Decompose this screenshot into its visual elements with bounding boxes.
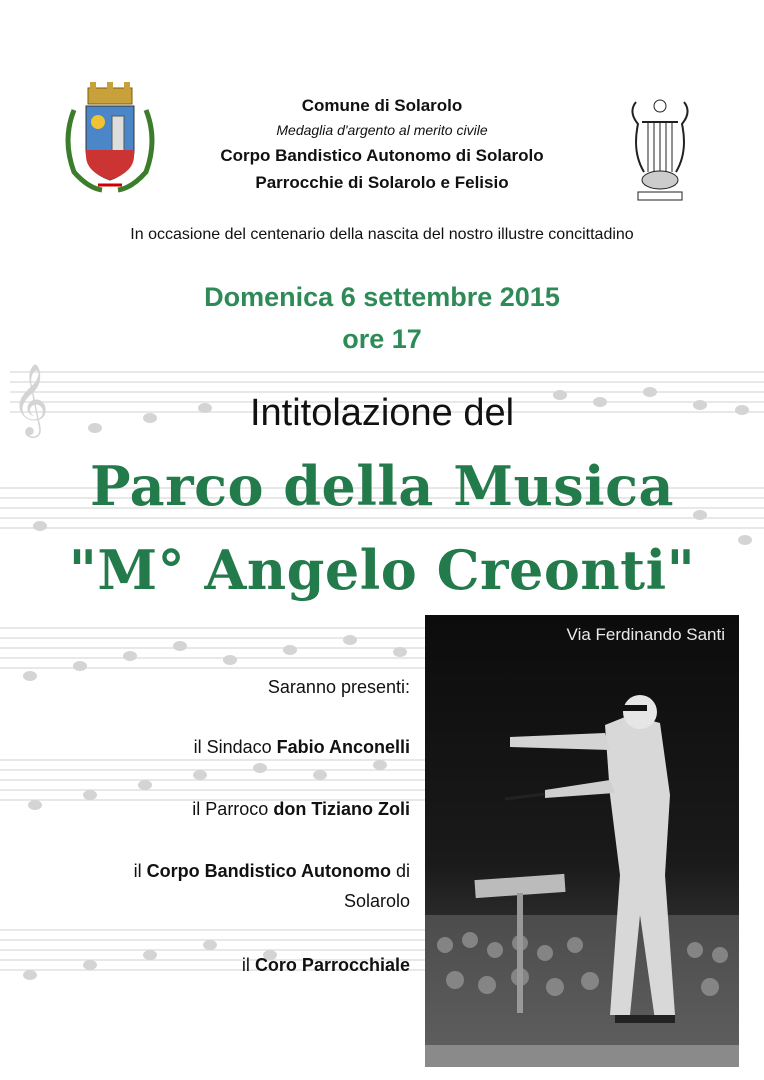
attendee-band (30, 861, 410, 882)
svg-text:𝄞: 𝄞 (12, 362, 49, 435)
street-name: Via Ferdinando Santi (566, 625, 725, 644)
header-medal: Medaglia d'argento al merito civile (276, 122, 488, 138)
header-band: Corpo Bandistico Autonomo di Solarolo (220, 146, 544, 165)
park-dedication: "M° Angelo Creonti" (68, 538, 696, 602)
staff-4 (0, 760, 430, 800)
band-place: Solarolo (343, 891, 410, 911)
choir-prefix: il (241, 955, 250, 975)
attendee-mayor (60, 737, 410, 758)
mayor-role: il Sindaco (193, 737, 272, 757)
header-parishes: Parrocchie di Solarolo e Felisio (255, 173, 509, 192)
lyre-emblem-icon (628, 92, 692, 204)
occasion-text: In occasione del centenario della nascita del nostro illustre concittadino (130, 226, 634, 243)
attendee-priest (60, 799, 410, 820)
band-name: Corpo Bandistico Autonomo (146, 861, 391, 881)
event-date: Domenica 6 settembre 2015 (204, 282, 560, 312)
header-comune: Comune di Solarolo (301, 96, 463, 115)
attendees-intro: Saranno presenti: (267, 677, 410, 697)
attendee-choir (60, 955, 410, 976)
title-intro: Intitolazione del (249, 392, 515, 434)
conductor-photo (425, 615, 739, 1067)
band-suffix: di (395, 861, 410, 881)
mayor-name: Fabio Anconelli (276, 737, 410, 757)
band-prefix: il (133, 861, 142, 881)
choir-name: Coro Parrocchiale (254, 955, 410, 975)
park-name: Parco della Musica (89, 454, 675, 518)
conductor-photo-illustration (425, 615, 739, 1067)
staff-3 (0, 628, 430, 668)
solarolo-coat-of-arms-icon (60, 80, 160, 195)
event-time: ore 17 (342, 324, 422, 354)
priest-role: il Parroco (192, 799, 269, 819)
priest-name: don Tiziano Zoli (273, 799, 410, 819)
